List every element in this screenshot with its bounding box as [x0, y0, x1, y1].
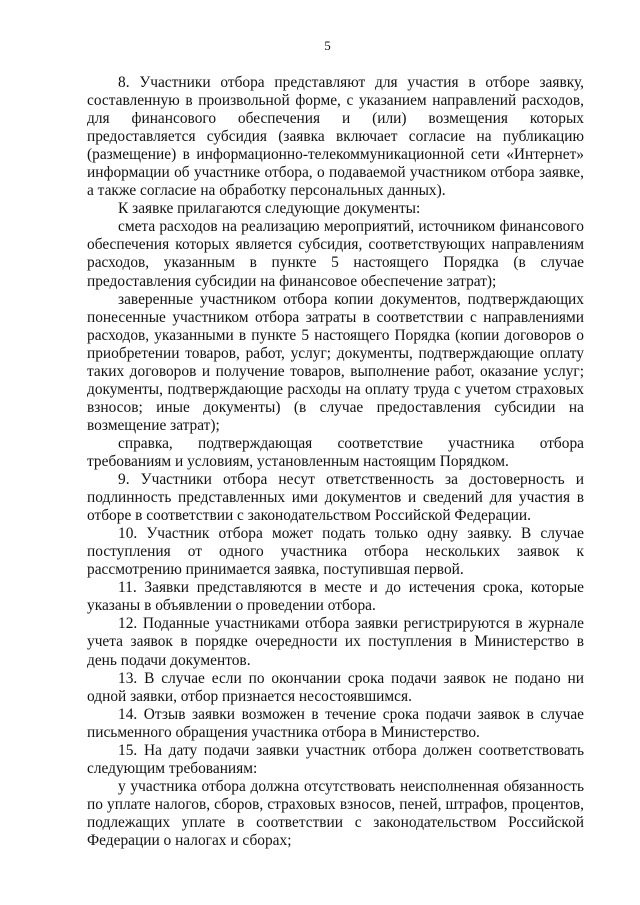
paragraph-8: 8. Участники отбора представляют для участия в отборе заявку, составленную в произвольной форме, с указанием направлений расходов, для финансового обеспечения и (или) возмещения которых предоставляется субсидия (заявка включает согласие на публикацию (размещение) в информационно-телекоммуникационной сети «Интернет» информации об участнике отбора, о подаваемой участником отбора заявке, а также согласие на обработку персональных данных).: [87, 74, 584, 200]
paragraph-certified-copies: заверенные участником отбора копии документов, подтверждающих понесенные участником отбора затраты в соответствии с направлениями расходов, указанными в пункте 5 настоящего Порядка (копии договоров о приобретении товаров, работ, услуг; документы, подтверждающие оплату таких договоров и получение товаров, выполнение работ, оказание услуг; документы, подтверждающие расходы на оплату труда с учетом страховых взносов; иные документы) (в случае предоставления субсидии на возмещение затрат);: [87, 290, 584, 434]
paragraph-11: 11. Заявки представляются в месте и до истечения срока, которые указаны в объявлении о проведении отбора.: [87, 579, 584, 615]
paragraph-tax-obligation: у участника отбора должна отсутствовать неисполненная обязанность по уплате налогов, сборов, страховых взносов, пеней, штрафов, процентов, подлежащих уплате в соответствии с законодательством Российской Федерации о налогах и сборах;: [87, 777, 584, 849]
paragraph-cost-estimate: смета расходов на реализацию мероприятий, источником финансового обеспечения которых является субсидия, соответствующих направлениям расходов, указанным в пункте 5 настоящего Порядка (в случае предоставления субсидии на финансовое обеспечение затрат);: [87, 218, 584, 290]
page-number: 5: [324, 38, 331, 53]
paragraph-9: 9. Участники отбора несут ответственность за достоверность и подлинность представленных ими документов и сведений для участия в отборе в соответствии с законодательством Российской Федерации.: [87, 471, 584, 525]
paragraph-15: 15. На дату подачи заявки участник отбора должен соответствовать следующим требованиям:: [87, 741, 584, 777]
document-body: [87, 74, 584, 850]
paragraph-12: 12. Поданные участниками отбора заявки регистрируются в журнале учета заявок в порядке очередности их поступления в Министерство в день подачи документов.: [87, 615, 584, 669]
paragraph-14: 14. Отзыв заявки возможен в течение срока подачи заявок в случае письменного обращения участника отбора в Министерство.: [87, 705, 584, 741]
paragraph-13: 13. В случае если по окончании срока подачи заявок не подано ни одной заявки, отбор признается несостоявшимся.: [87, 669, 584, 705]
paragraph-10: 10. Участник отбора может подать только одну заявку. В случае поступления от одного участника отбора нескольких заявок к рассмотрению принимается заявка, поступившая первой.: [87, 525, 584, 579]
paragraph-attachments-intro: К заявке прилагаются следующие документы:: [118, 200, 421, 218]
paragraph-compliance-certificate: справка, подтверждающая соответствие участника отбора требованиям и условиям, установленным настоящим Порядком.: [87, 434, 584, 470]
